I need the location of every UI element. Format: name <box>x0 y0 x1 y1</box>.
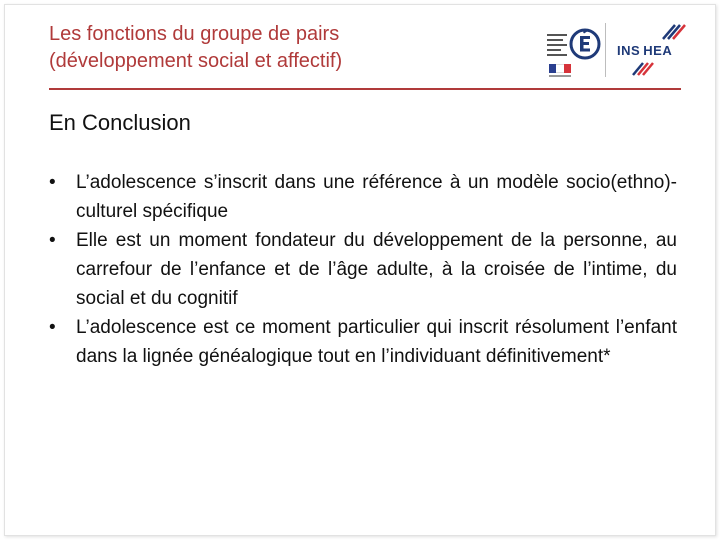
slide-header-title <box>49 21 489 75</box>
bullet-item <box>49 226 677 313</box>
bullet-item <box>49 313 677 371</box>
bullet-dot: • <box>49 230 56 251</box>
bullet-dot: • <box>49 317 56 338</box>
education-e-icon <box>569 28 601 60</box>
french-flag-icon <box>549 64 571 73</box>
header-title-line-1: Les fonctions du groupe de pairs <box>49 23 340 45</box>
inshea-logo <box>611 19 703 79</box>
flag-caption-line <box>549 75 571 77</box>
ministere-education-logo <box>545 22 603 80</box>
bullet-list <box>49 168 677 371</box>
inshea-logo-text: INS HEA <box>617 43 673 58</box>
header-title-line-2: (développement social et affectif) <box>49 50 343 72</box>
logo-separator <box>605 23 606 77</box>
bullet-text: L’adolescence est ce moment particulier qui inscrit résolument l’enfant dans la lignée généalogique tout en l’individuant définitivement* <box>76 317 677 367</box>
section-title: En Conclusion <box>49 110 191 135</box>
bullet-item <box>49 168 677 226</box>
ministere-text-lines <box>547 34 567 59</box>
bullet-text: Elle est un moment fondateur du développement de la personne, au carrefour de l’enfance et de l’âge adulte, à la croisée de l’intime, du social et du cognitif <box>76 230 677 309</box>
slide <box>4 4 716 536</box>
bullet-text: L’adolescence s’inscrit dans une référence à un modèle socio(ethno)-culturel spécifique <box>76 172 677 222</box>
bullet-dot: • <box>49 172 56 193</box>
header-divider <box>49 88 681 90</box>
